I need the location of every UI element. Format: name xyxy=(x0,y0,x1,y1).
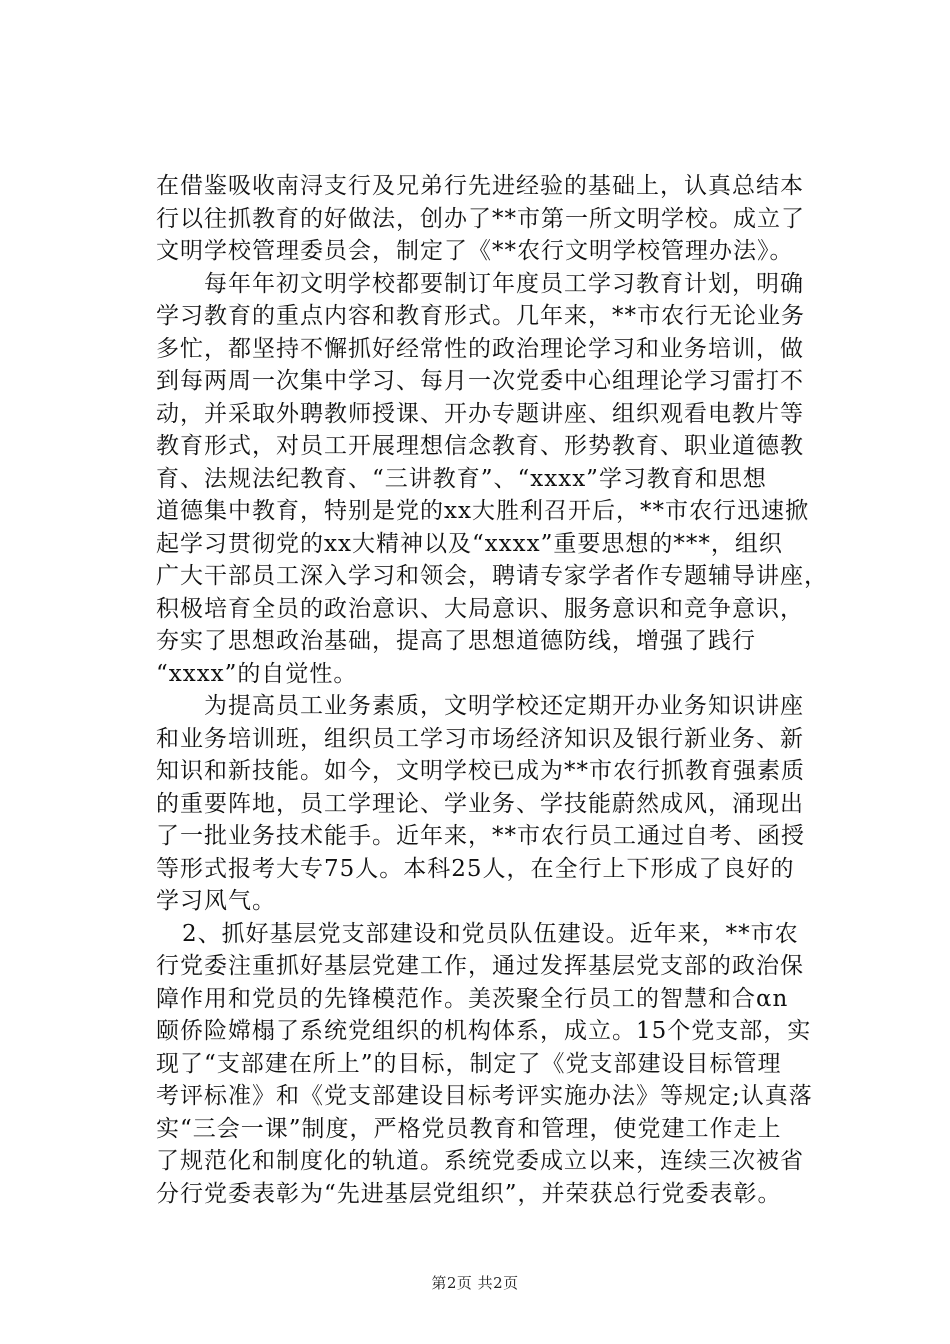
text-line: 分行党委表彰为“先进基层党组织”，并荣获总行党委表彰。 xyxy=(156,1180,782,1207)
text-line: 实“三会一课”制度，严格党员教育和管理，使党建工作走上 xyxy=(156,1115,782,1142)
text-line: 育、法规法纪教育、“三讲教育”、“xxxx”学习教育和思想 xyxy=(156,465,767,492)
text-line: 起学习贯彻党的xx大精神以及“xxxx”重要思想的***，组织 xyxy=(156,530,783,557)
text-line: 到每两周一次集中学习、每月一次党委中心组理论学习雷打不 xyxy=(156,368,804,394)
paragraph-1 xyxy=(156,170,856,268)
text-line: 颐侨险嫦榻了系统党组织的机构体系，成立。15个党支部，实 xyxy=(156,1018,812,1044)
text-line: 动，并采取外聘教师授课、开办专题讲座、组织观看电教片等 xyxy=(156,400,804,427)
text-line: 和业务培训班，组织员工学习市场经济知识及银行新业务、新 xyxy=(156,725,804,752)
text-line: 学习风气。 xyxy=(156,888,276,914)
text-line: 行以往抓教育的好做法，创办了**市第一所文明学校。成立了 xyxy=(156,205,805,232)
paragraph-4 xyxy=(156,918,856,1211)
text-line: 多忙，都坚持不懈抓好经常性的政治理论学习和业务培训，做 xyxy=(156,335,804,362)
text-line: 现了“支部建在所上”的目标，制定了《党支部建设目标管理 xyxy=(156,1050,782,1077)
text-line: 了一批业务技术能手。近年来，**市农行员工通过自考、函授 xyxy=(156,823,805,849)
document-body xyxy=(156,170,856,1210)
text-line: 每年年初文明学校都要制订年度员工学习教育计划，明确 xyxy=(204,270,804,297)
text-line: 考评标准》和《党支部建设目标考评实施办法》等规定;认真落 xyxy=(156,1083,813,1109)
text-line: 夯实了思想政治基础，提高了思想道德防线，增强了践行 xyxy=(156,628,756,654)
text-line: “xxxx”的自觉性。 xyxy=(156,660,358,687)
paragraph-3 xyxy=(156,690,856,918)
text-line: 道德集中教育，特别是党的xx大胜利召开后，**市农行迅速掀 xyxy=(156,498,809,524)
text-line: 2、抓好基层党支部建设和党员队伍建设。近年来，**市农 xyxy=(182,920,799,947)
text-line: 行党委注重抓好基层党建工作，通过发挥基层党支部的政治保 xyxy=(156,953,804,979)
text-line: 广大干部员工深入学习和领会，聘请专家学者作专题辅导讲座， xyxy=(156,563,828,589)
text-line: 等形式报考大专75人。本科25人，在全行上下形成了良好的 xyxy=(156,855,795,882)
text-line: 学习教育的重点内容和教育形式。几年来，**市农行无论业务 xyxy=(156,303,805,329)
text-line: 了规范化和制度化的轨道。系统党委成立以来，连续三次被省 xyxy=(156,1148,804,1174)
text-line: 为提高员工业务素质，文明学校还定期开办业务知识讲座 xyxy=(204,693,804,719)
text-line: 教育形式，对员工开展理想信念教育、形势教育、职业道德教 xyxy=(156,433,804,459)
text-line: 在借鉴吸收南浔支行及兄弟行先进经验的基础上，认真总结本 xyxy=(156,173,804,199)
text-line: 积极培育全员的政治意识、大局意识、服务意识和竞争意识， xyxy=(156,595,804,622)
paragraph-2 xyxy=(156,268,856,691)
text-line: 文明学校管理委员会，制定了《**农行文明学校管理办法》。 xyxy=(156,238,794,264)
text-line: 知识和新技能。如今，文明学校已成为**市农行抓教育强素质 xyxy=(156,758,805,784)
page-number-footer: 第2页 共2页 xyxy=(431,1274,519,1292)
text-line: 障作用和党员的先锋模范作。美茨聚全行员工的智慧和合αn xyxy=(156,985,789,1012)
text-line: 的重要阵地，员工学理论、学业务、学技能蔚然成风，涌现出 xyxy=(156,790,804,817)
